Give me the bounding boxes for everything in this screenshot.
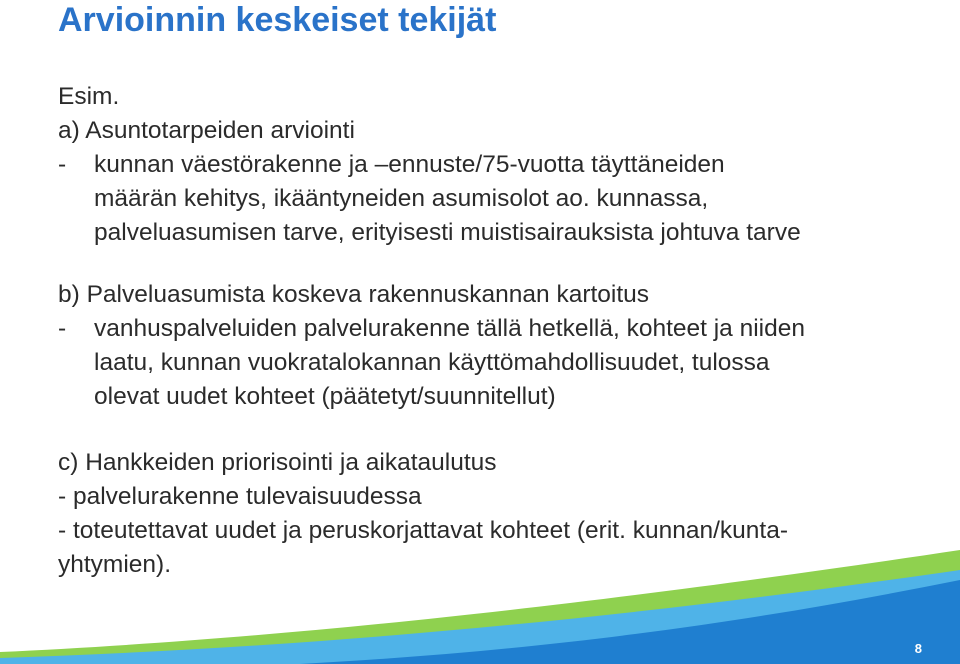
section-b-bullet bbox=[58, 312, 948, 346]
section-a-heading: a) Asuntotarpeiden arviointi bbox=[58, 117, 355, 144]
section-b-heading: b) Palveluasumista koskeva rakennuskannan kartoitus bbox=[58, 281, 650, 308]
section-a-line-3: palveluasumisen tarve, erityisesti muistisairauksista johtuva tarve bbox=[94, 219, 801, 246]
section-b-line-3: olevat uudet kohteet (päätetyt/suunnitellut) bbox=[94, 383, 556, 410]
footer-wave-decoration bbox=[0, 540, 960, 664]
section-b-line-1: vanhuspalveluiden palvelurakenne tällä hetkellä, kohteet ja niiden bbox=[94, 315, 806, 342]
intro-text: Esim. bbox=[58, 83, 120, 110]
section-c-line-2: - toteutettavat uudet ja peruskorjattavat kohteet (erit. kunnan/kunta- bbox=[58, 517, 788, 544]
bullet-dash: - bbox=[58, 315, 67, 342]
slide-content bbox=[58, 80, 948, 582]
slide-title: Arvioinnin keskeiset tekijät bbox=[58, 1, 497, 39]
section-b-line-2: laatu, kunnan vuokratalokannan käyttömahdollisuudet, tulossa bbox=[94, 349, 770, 376]
section-c-heading: c) Hankkeiden priorisointi ja aikataulutus bbox=[58, 449, 497, 476]
section-c-line-3: yhtymien). bbox=[58, 551, 172, 578]
bullet-dash: - bbox=[58, 151, 67, 178]
section-a-line-1: kunnan väestörakenne ja –ennuste/75-vuotta täyttäneiden bbox=[94, 151, 725, 178]
section-a-bullet bbox=[58, 148, 948, 182]
section-a-line-2: määrän kehitys, ikääntyneiden asumisolot ao. kunnassa, bbox=[94, 185, 709, 212]
section-c-line-1: - palvelurakenne tulevaisuudessa bbox=[58, 483, 422, 510]
page-number: 8 bbox=[914, 641, 922, 656]
